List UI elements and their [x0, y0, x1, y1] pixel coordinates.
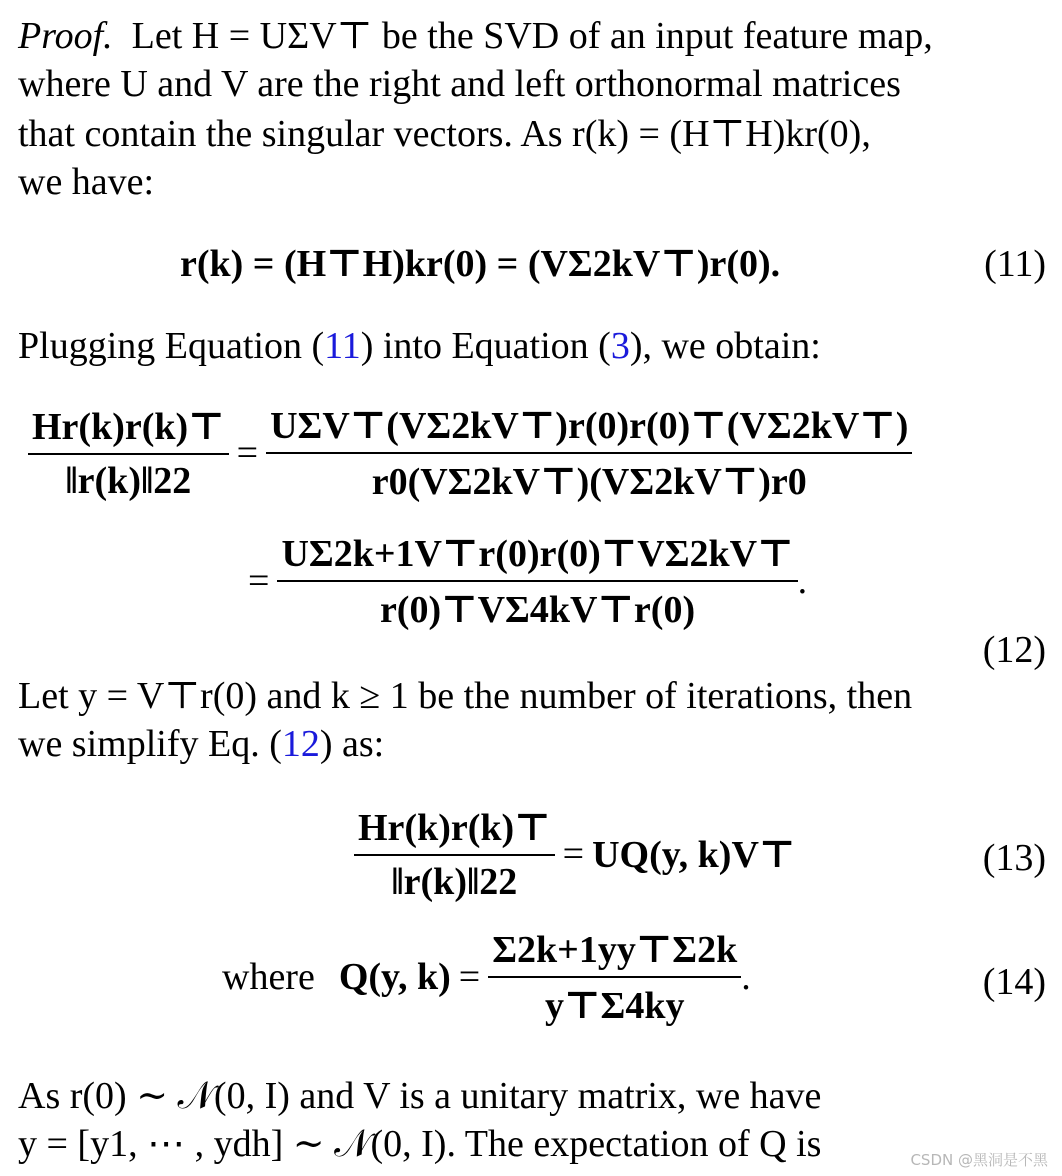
equation-13	[354, 804, 795, 904]
equation-12-rhs2-denominator: r(0)⊤VΣ4kV⊤r(0)	[379, 589, 696, 631]
proof-line-4-text: we have:	[18, 161, 155, 203]
plugging-line	[18, 322, 1046, 370]
proof-line-2-text: where U and V are the right and left orthonormal matrices	[18, 63, 901, 105]
equation-number-11: (11)	[984, 243, 1046, 285]
period: .	[797, 560, 808, 602]
equation-12-lhs-fraction	[28, 403, 229, 503]
let-y-line	[18, 672, 1046, 720]
equals-sign: =	[458, 956, 481, 998]
proof-line-2	[18, 60, 1046, 108]
equation-12-rhs1-fraction	[266, 402, 912, 504]
equation-12-rhs1-numerator: UΣV⊤(VΣ2kV⊤)r(0)r(0)⊤(VΣ2kV⊤)	[266, 402, 912, 454]
plugging-text-c: ), we obtain:	[629, 325, 821, 367]
last-line-2	[18, 1120, 1046, 1168]
watermark: CSDN @黑洞是不黑	[910, 1151, 1048, 1169]
proof-label: Proof.	[18, 15, 113, 57]
equation-13-lhs-numerator: Hr(k)r(k)⊤	[354, 804, 555, 856]
equation-12-rhs1-denominator: r0(VΣ2kV⊤)(VΣ2kV⊤)r0	[371, 461, 807, 503]
proof-line-4	[18, 158, 1046, 206]
proof-line-1	[18, 12, 1046, 60]
equation-12-row-1	[28, 402, 912, 504]
equals-sign: =	[562, 833, 585, 875]
last-line-2-text: y = [y1, ⋯ , ydh] ∼ 𝒩(0, I). The expectation of Q is	[18, 1123, 822, 1165]
equation-number-14: (14)	[982, 961, 1046, 1003]
simplify-text-b: ) as:	[319, 723, 385, 765]
plugging-text-b: ) into Equation (	[360, 325, 611, 367]
equation-12-rhs2-numerator: UΣ2k+1V⊤r(0)r(0)⊤VΣ2kV⊤	[277, 530, 797, 582]
equation-14-denominator: y⊤Σ4ky	[545, 985, 685, 1027]
equation-14-lhs: Q(y, k)	[338, 956, 451, 998]
simplify-text-a: we simplify Eq. (	[18, 723, 282, 765]
equation-12-lhs-denominator: ‖r(k)‖22	[65, 460, 192, 502]
let-y-text: Let y = V⊤r(0) and k ≥ 1 be the number of iterations, then	[18, 675, 913, 717]
equation-13-rhs: UQ(y, k)V⊤	[592, 834, 796, 876]
equation-12-row-2	[240, 530, 807, 632]
equation-13-lhs-fraction	[354, 804, 555, 904]
simplify-line	[18, 720, 1046, 768]
equation-14	[222, 926, 751, 1028]
plugging-text-a: Plugging Equation (	[18, 325, 325, 367]
last-line-1-text: As r(0) ∼ 𝒩(0, I) and V is a unitary matrix, we have	[18, 1075, 822, 1117]
equation-12-rhs2-fraction	[277, 530, 797, 632]
equation-link-3[interactable]: 3	[610, 325, 630, 367]
equation-14-fraction	[488, 926, 741, 1028]
where-word: where	[222, 956, 315, 998]
equation-12-lhs-numerator: Hr(k)r(k)⊤	[28, 403, 229, 455]
equation-link-12[interactable]: 12	[281, 723, 320, 765]
period: .	[741, 956, 751, 998]
equation-11	[180, 240, 780, 288]
last-line-1	[18, 1072, 1046, 1120]
proof-line-3-text: that contain the singular vectors. As r(k) = (H⊤H)kr(0),	[18, 113, 871, 155]
equals-sign: =	[236, 432, 259, 474]
equation-number-12: (12)	[982, 629, 1046, 671]
proof-line-1-text: Let H = UΣV⊤ be the SVD of an input feature map,	[131, 15, 933, 57]
proof-line-3	[18, 110, 1046, 158]
equation-14-numerator: Σ2k+1yy⊤Σ2k	[488, 926, 741, 978]
equals-sign: =	[248, 560, 270, 602]
equation-11-body: r(k) = (H⊤H)kr(0) = (VΣ2kV⊤)r(0).	[180, 243, 781, 285]
equation-link-11[interactable]: 11	[324, 325, 361, 367]
equation-number-13: (13)	[982, 837, 1046, 879]
equation-13-lhs-denominator: ‖r(k)‖22	[391, 861, 518, 903]
